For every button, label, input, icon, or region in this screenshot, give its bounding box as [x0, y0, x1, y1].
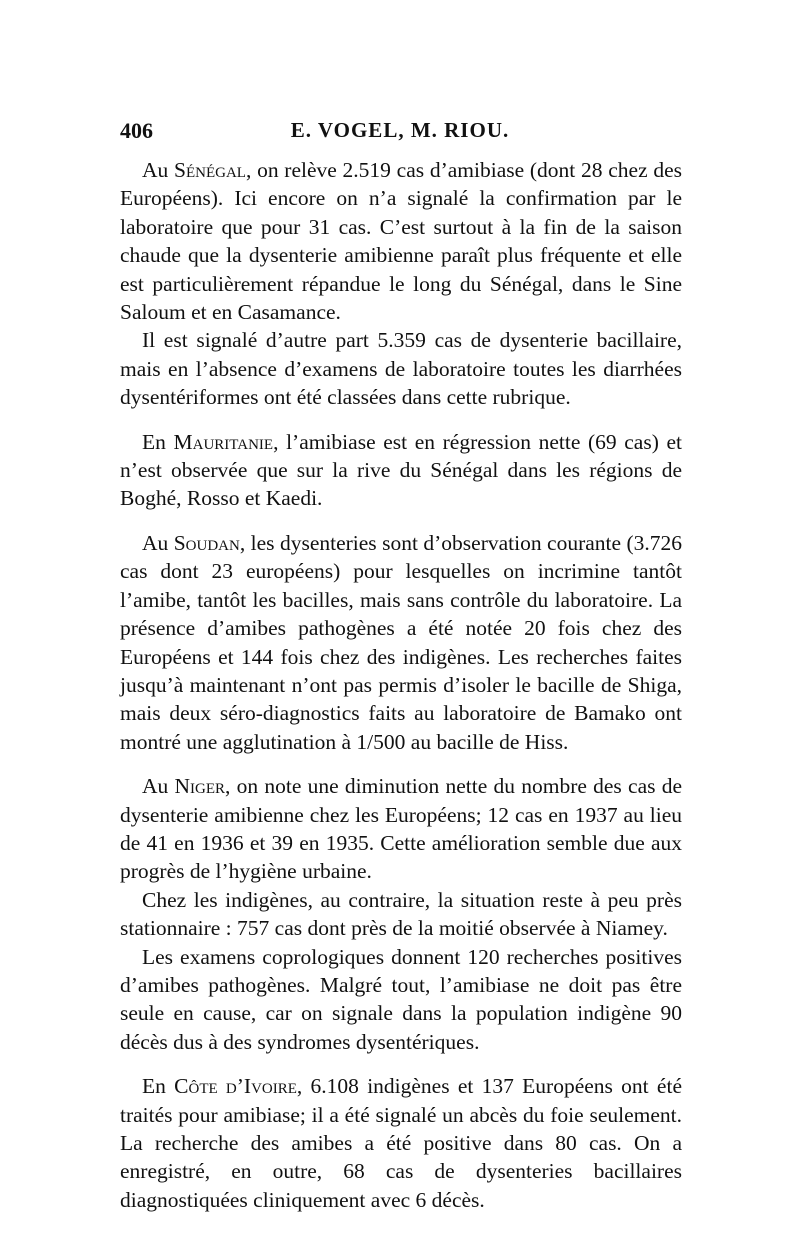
paragraph-text: , on note une diminution nette du nombre des cas de dysenterie amibienne chez les Européens; 12 cas en 1937 au lieu de 41 en 1936 et 39 en 1935. Cette amélioration semble due aux progrès de l’hygiène urbaine.: [120, 774, 682, 884]
paragraph-senegal: [120, 156, 682, 326]
page-number: 406: [120, 118, 153, 143]
paragraph-niger-indigenes: [120, 886, 682, 943]
paragraph-lead: En: [142, 1074, 175, 1099]
paragraph-lead: Au: [142, 158, 175, 182]
paragraph-coprologic-exams: [120, 943, 682, 1057]
region-name: Sénégal: [174, 158, 246, 182]
region-name: Soudan: [173, 530, 240, 555]
region-name: Côte d’Ivoire: [174, 1074, 297, 1099]
paragraph-text: , on relève 2.519 cas d’amibiase (dont 28 chez des Européens). Ici encore on n’a signalé la confirmation par le laboratoire que pour 31 cas. C’est surtout à la fin de la saison chaude que la dysenterie amibienne paraît plus fréquente et elle est particulièrement répandue le long du Sénégal, dans le Sine Saloum et en Casamance.: [120, 158, 682, 325]
paragraph-text: , les dysenteries sont d’observation courante (3.726 cas dont 23 européens) pour lesquelles on incrimine tantôt l’amibe, tantôt les bacilles, mais sans contrôle du laboratoire. La présence d’amibes pathogènes a été notée 20 fois chez des Européens et 144 fois chez des indigènes. Les recherches faites jusqu’à maintenant n’ont pas permis d’isoler le bacille de Shiga, mais deux séro-diagnostics faits au laboratoire de Bamako ont montré une agglutination à 1/500 au bacille de Hiss.: [120, 530, 682, 754]
paragraph-niger: [120, 772, 682, 886]
paragraph-lead: Au: [142, 530, 174, 555]
paragraph-text: Il est signalé d’autre part 5.359 cas de dysenterie bacillaire, mais en l’absence d’examens de laboratoire toutes les diarrhées dysentériformes ont été classées dans cette rubrique.: [120, 328, 682, 410]
region-name: Mauritanie: [173, 429, 274, 454]
paragraph-cote-divoire: [120, 1072, 682, 1214]
paragraph-lead: En: [142, 429, 174, 454]
paragraph-text: , l’amibiase est en régression nette (69 cas) et n’est observée que sur la rive du Sénégal dans les régions de Boghé, Rosso et Kaedi.: [120, 429, 682, 511]
body-text: [120, 156, 682, 1214]
paragraph-text: Chez les indigènes, au contraire, la situation reste à peu près stationnaire : 757 cas dont près de la moitié observée à Niamey.: [120, 887, 682, 941]
running-head: E. VOGEL, M. RIOU.: [290, 118, 510, 142]
page-header: [120, 118, 680, 148]
paragraph-mauritanie: [120, 428, 682, 513]
paragraph-lead: Au: [142, 774, 175, 799]
paragraph-soudan: [120, 529, 682, 756]
paragraph-bacillary-dysentery: [120, 326, 682, 411]
paragraph-text: , 6.108 indigènes et 137 Européens ont été traités pour amibiase; il a été signalé un abcès du foie seulement. La recherche des amibes a été positive dans 80 cas. On a enregistré, en outre, 68 cas de dysenteries bacillaires diagnostiquées cliniquement avec 6 décès.: [120, 1074, 682, 1212]
region-name: Niger: [174, 774, 226, 799]
paragraph-text: Les examens coprologiques donnent 120 recherches positives d’amibes pathogènes. Malgré tout, l’amibiase ne doit pas être seule en cause, car on signale dans la population indigène 90 décès dus à des syndromes dysentériques.: [120, 944, 682, 1054]
